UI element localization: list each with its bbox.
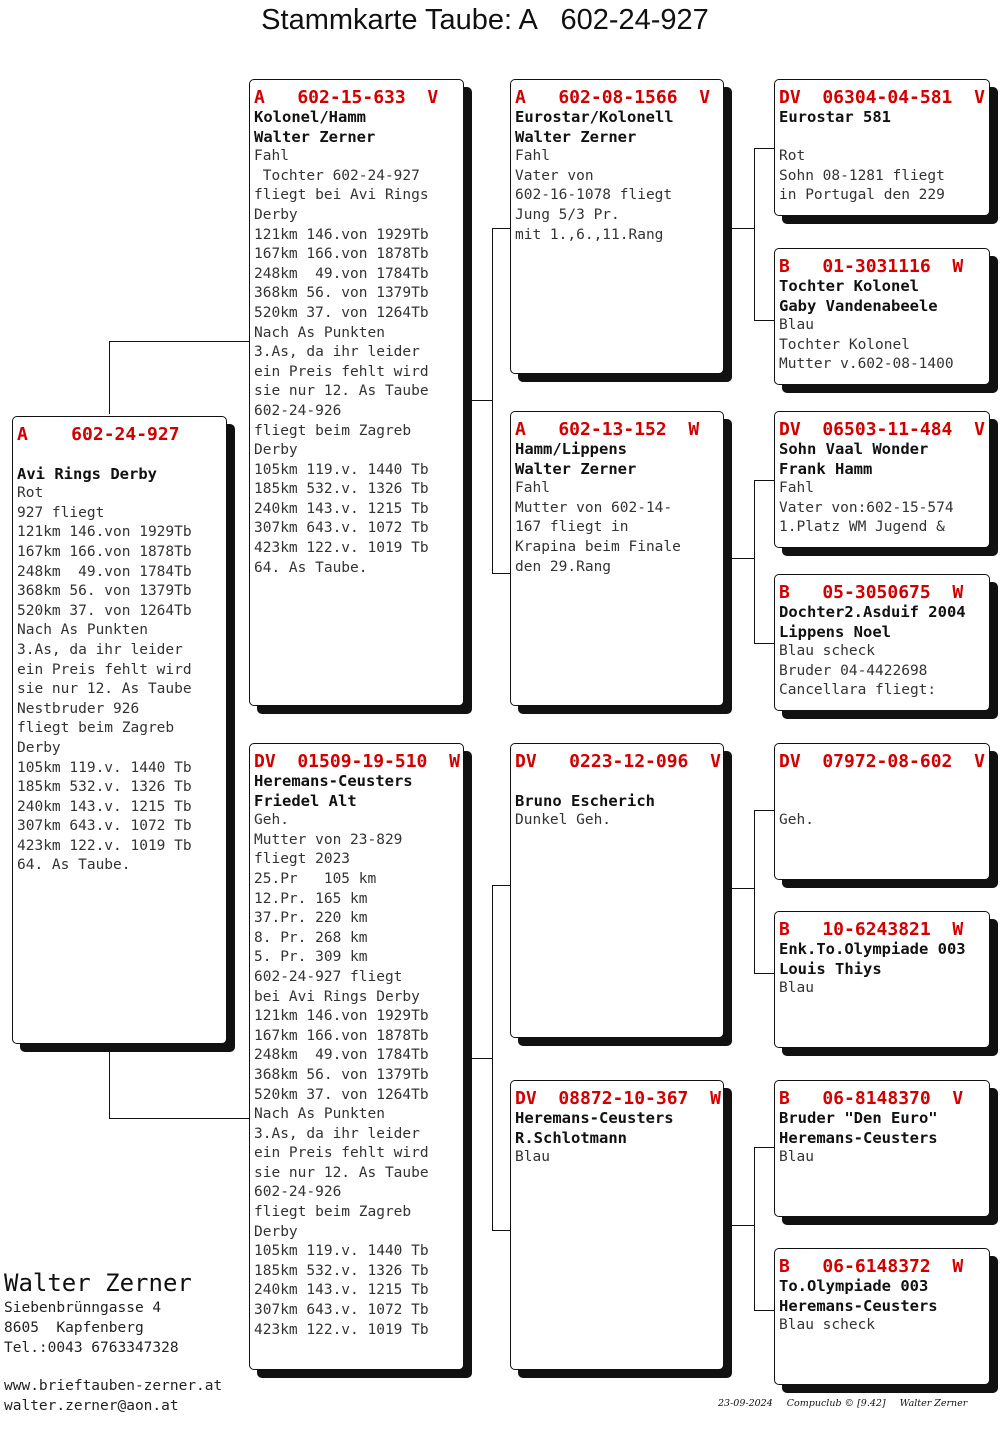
pigeon-detail-line: Blau (779, 1149, 814, 1166)
connector-line (109, 341, 250, 342)
connector-line (492, 885, 510, 886)
pigeon-detail-line: 3.As, da ihr leider (254, 1125, 420, 1142)
pigeon-breeder: Frank Hamm (779, 459, 873, 478)
pigeon-detail-line: ein Preis fehlt wird (254, 363, 429, 380)
pigeon-detail-line: 185km 532.v. 1326 Tb (17, 779, 192, 796)
pigeon-card-mother-mother[interactable] (510, 1080, 724, 1370)
pigeon-detail-line: Tochter Kolonel (779, 336, 910, 353)
pigeon-ring-number: B 06-6148372 W (779, 1256, 964, 1277)
pigeon-detail-line: Derby (254, 206, 298, 223)
pigeon-detail-line: 248km 49.von 1784Tb (254, 265, 429, 282)
pigeon-name: Dochter2.Asduif 2004 (779, 603, 966, 621)
pigeon-detail-line: 121km 146.von 1929Tb (254, 1008, 429, 1025)
pigeon-detail-line: Nach As Punkten (254, 1106, 385, 1123)
pigeon-detail-line: 307km 643.v. 1072 Tb (254, 1302, 429, 1319)
pigeon-detail-line: bei Avi Rings Derby (254, 988, 420, 1005)
pigeon-detail-line: Jung 5/3 Pr. (515, 206, 620, 223)
pigeon-detail-line: 602-24-927 fliegt (254, 968, 403, 985)
connector-line (754, 320, 774, 321)
pigeon-detail-line: sie nur 12. As Taube (254, 383, 429, 400)
pigeon-detail-line: 368km 56. von 1379Tb (254, 285, 429, 302)
pigeon-breeder: Gaby Vandenabeele (779, 296, 938, 315)
pigeon-card-fff[interactable] (774, 79, 990, 216)
pigeon-detail-line: sie nur 12. As Taube (254, 1164, 429, 1181)
pigeon-ring-number: DV 08872-10-367 W (515, 1088, 721, 1109)
breeder-street: Siebenbrünngasse 4 (4, 1300, 162, 1316)
pigeon-detail-line: Derby (254, 442, 298, 459)
pigeon-detail-line: 368km 56. von 1379Tb (17, 583, 192, 600)
pigeon-ring-number: A 602-24-927 (17, 424, 180, 445)
pigeon-detail-line: 3.As, da ihr leider (17, 641, 183, 658)
pigeon-detail-line: 602-24-926 (254, 1184, 342, 1201)
breeder-email-link[interactable]: walter.zerner@aon.at (4, 1398, 179, 1414)
connector-line (754, 810, 755, 973)
pigeon-detail-line: Fahl (515, 148, 550, 165)
pigeon-detail-line: Rot (17, 485, 44, 502)
pigeon-detail-line: Vater von:602-15-574 (779, 499, 954, 516)
connector-line (492, 885, 493, 1230)
pigeon-breeder: Lippens Noel (779, 622, 891, 641)
pigeon-detail-line: 423km 122.v. 1019 Tb (254, 540, 429, 557)
pigeon-detail-line: 64. As Taube. (17, 857, 131, 874)
pigeon-detail-line: 121km 146.von 1929Tb (254, 226, 429, 243)
pigeon-card-mmf[interactable] (774, 1080, 990, 1217)
breeder-website-link[interactable]: www.brieftauben-zerner.at (4, 1378, 223, 1394)
pigeon-detail-line: Blau (779, 317, 814, 334)
pigeon-detail-line: Mutter von 602-14- (515, 499, 673, 516)
connector-line (754, 480, 755, 643)
pigeon-name: Hamm/Lippens (515, 440, 627, 458)
footer-date: 23-09-2024 (718, 1398, 773, 1409)
pigeon-detail-line: Nach As Punkten (254, 324, 385, 341)
pigeon-card-father[interactable] (249, 79, 464, 706)
pigeon-name: Kolonel/Hamm (254, 108, 366, 126)
pigeon-detail-line: fliegt beim Zagreb (254, 422, 412, 439)
pigeon-ring-number: A 602-13-152 W (515, 419, 700, 440)
pigeon-name (17, 445, 222, 465)
connector-line (730, 558, 754, 559)
pigeon-detail-line: Vater von (515, 167, 594, 184)
pigeon-card-ffm[interactable] (774, 248, 990, 385)
pigeon-detail-line: Nestbruder 926 (17, 700, 140, 717)
pigeon-ring-number: DV 01509-19-510 W (254, 751, 460, 772)
pigeon-detail-line: 520km 37. von 1264Tb (254, 1086, 429, 1103)
connector-line (754, 810, 774, 811)
pigeon-detail-line: 307km 643.v. 1072 Tb (17, 818, 192, 835)
pigeon-detail-line: mit 1.,6.,11.Rang (515, 226, 664, 243)
pigeon-detail-line: 121km 146.von 1929Tb (17, 524, 192, 541)
pigeon-detail-line: 423km 122.v. 1019 Tb (254, 1321, 429, 1338)
connector-line (109, 1118, 250, 1119)
pigeon-ring-number: DV 07972-08-602 V (779, 751, 985, 772)
pigeon-detail-line: Derby (254, 1223, 298, 1240)
connector-line (492, 228, 493, 573)
page-title: Stammkarte Taube: A 602-24-927 (261, 4, 709, 36)
pigeon-detail-line: 248km 49.von 1784Tb (17, 563, 192, 580)
breeder-city: 8605 Kapfenberg (4, 1320, 144, 1336)
pigeon-ring-number: B 05-3050675 W (779, 582, 964, 603)
pigeon-detail-line: ein Preis fehlt wird (17, 661, 192, 678)
pigeon-ring-number: B 01-3031116 W (779, 256, 964, 277)
pigeon-detail-line: Blau (779, 980, 814, 997)
pigeon-card-father-mother[interactable] (510, 411, 724, 706)
pigeon-breeder: Heremans-Ceusters (779, 1128, 938, 1147)
footer-software: Compuclub © [9.42] (786, 1398, 886, 1409)
pigeon-detail-line: Rot (779, 148, 806, 165)
pigeon-card-mff[interactable] (774, 743, 990, 880)
pigeon-card-mother[interactable] (249, 743, 464, 1370)
pigeon-detail-line: 8. Pr. 268 km (254, 929, 368, 946)
pigeon-detail-line: 105km 119.v. 1440 Tb (17, 759, 192, 776)
pigeon-detail-line: Geh. (779, 812, 814, 829)
pigeon-detail-line (779, 772, 985, 792)
pigeon-card-father-father[interactable] (510, 79, 724, 374)
pigeon-detail-line (779, 128, 985, 148)
pigeon-name: Heremans-Ceusters (515, 1109, 674, 1127)
connector-line (470, 400, 492, 401)
pigeon-breeder: Walter Zerner (515, 127, 637, 146)
pigeon-card-mmm[interactable] (774, 1248, 990, 1385)
pigeon-detail-line: Derby (17, 739, 61, 756)
pigeon-detail-line: 240km 143.v. 1215 Tb (254, 500, 429, 517)
pigeon-detail-line: Sohn 08-1281 fliegt (779, 167, 945, 184)
pigeon-detail-line: 105km 119.v. 1440 Tb (254, 1243, 429, 1260)
connector-line (730, 228, 754, 229)
pigeon-ring-number: A 602-15-633 V (254, 87, 439, 108)
pigeon-detail-line: 167km 166.von 1878Tb (254, 246, 429, 263)
pigeon-detail-line: ein Preis fehlt wird (254, 1145, 429, 1162)
pigeon-card-main[interactable] (12, 416, 227, 1044)
pigeon-breeder: Avi Rings Derby (17, 464, 157, 483)
pigeon-detail-line: 240km 143.v. 1215 Tb (254, 1282, 429, 1299)
pigeon-detail-line: 5. Pr. 309 km (254, 949, 368, 966)
connector-line (730, 888, 754, 889)
pigeon-name: Sohn Vaal Wonder (779, 440, 929, 458)
connector-line (492, 1230, 510, 1231)
pigeon-detail-line (779, 792, 985, 812)
pigeon-detail-line: Fahl (779, 480, 814, 497)
pigeon-detail-line: 12.Pr. 165 km (254, 890, 368, 907)
pigeon-detail-line: 37.Pr. 220 km (254, 910, 368, 927)
pigeon-ring-number: B 10-6243821 W (779, 919, 964, 940)
pigeon-detail-line: Krapina beim Finale (515, 538, 681, 555)
pigeon-detail-line: 105km 119.v. 1440 Tb (254, 461, 429, 478)
pigeon-breeder: Walter Zerner (254, 127, 376, 146)
pigeon-name: Eurostar/Kolonell (515, 108, 674, 126)
breeder-name: Walter Zerner (4, 1269, 192, 1297)
pigeon-detail-line: Blau (515, 1149, 550, 1166)
pigeon-detail-line: 423km 122.v. 1019 Tb (17, 837, 192, 854)
connector-line (730, 1225, 754, 1226)
pigeon-detail-line: 64. As Taube. (254, 559, 368, 576)
pigeon-detail-line: Dunkel Geh. (515, 812, 612, 829)
pigeon-detail-line: 368km 56. von 1379Tb (254, 1066, 429, 1083)
pigeon-detail-line: Fahl (515, 480, 550, 497)
pigeon-detail-line: 167 fliegt in (515, 519, 629, 536)
connector-line (109, 1052, 110, 1118)
pigeon-name: Heremans-Ceusters (254, 772, 413, 790)
pigeon-name: Eurostar 581 (779, 108, 891, 126)
pigeon-name: Bruder "Den Euro" (779, 1109, 938, 1127)
connector-line (754, 1310, 774, 1311)
pigeon-detail-line: 927 fliegt (17, 504, 105, 521)
connector-line (109, 341, 110, 414)
pigeon-detail-line: Tochter 602-24-927 (254, 167, 420, 184)
connector-line (754, 643, 774, 644)
pigeon-card-mother-father[interactable] (510, 743, 724, 1038)
pigeon-detail-line: 602-16-1078 fliegt (515, 187, 673, 204)
pigeon-ring-number: B 06-8148370 V (779, 1088, 964, 1109)
pigeon-detail-line: 185km 532.v. 1326 Tb (254, 481, 429, 498)
footer-owner: Walter Zerner (899, 1398, 968, 1409)
pigeon-breeder: Louis Thiys (779, 959, 882, 978)
connector-line (754, 973, 774, 974)
connector-line (754, 1147, 774, 1148)
pigeon-name: Tochter Kolonel (779, 277, 919, 295)
breeder-phone: Tel.:0043 6763347328 (4, 1340, 179, 1356)
pigeon-detail-line: fliegt beim Zagreb (254, 1204, 412, 1221)
pigeon-detail-line: Cancellara fliegt: (779, 682, 937, 699)
pigeon-detail-line: in Portugal den 229 (779, 187, 945, 204)
connector-line (754, 1147, 755, 1310)
pigeon-detail-line: Blau scheck (779, 1317, 876, 1334)
pigeon-detail-line: 520km 37. von 1264Tb (17, 602, 192, 619)
connector-line (492, 228, 510, 229)
pigeon-detail-line: 3.As, da ihr leider (254, 344, 420, 361)
pigeon-detail-line: fliegt bei Avi Rings (254, 187, 429, 204)
pigeon-breeder: Friedel Alt (254, 791, 357, 810)
pigeon-ring-number: DV 06304-04-581 V (779, 87, 985, 108)
pigeon-detail-line: Fahl (254, 148, 289, 165)
pigeon-ring-number: DV 06503-11-484 V (779, 419, 985, 440)
pigeon-detail-line: Bruder 04-4422698 (779, 662, 928, 679)
pigeon-detail-line: 240km 143.v. 1215 Tb (17, 798, 192, 815)
pigeon-detail-line: Mutter v.602-08-1400 (779, 356, 954, 373)
connector-line (754, 480, 774, 481)
pigeon-detail-line: Blau scheck (779, 643, 876, 660)
connector-line (754, 148, 755, 320)
pigeon-breeder: Bruno Escherich (515, 791, 655, 810)
connector-line (470, 1058, 492, 1059)
pigeon-detail-line: 185km 532.v. 1326 Tb (254, 1262, 429, 1279)
pigeon-detail-line: den 29.Rang (515, 558, 612, 575)
pigeon-detail-line: 520km 37. von 1264Tb (254, 304, 429, 321)
pigeon-detail-line: 25.Pr 105 km (254, 870, 377, 887)
pigeon-detail-line: 248km 49.von 1784Tb (254, 1047, 429, 1064)
pigeon-detail-line: Nach As Punkten (17, 622, 148, 639)
pigeon-detail-line: 602-24-926 (254, 402, 342, 419)
pigeon-name: To.Olympiade 003 (779, 1277, 929, 1295)
pigeon-ring-number: A 602-08-1566 V (515, 87, 711, 108)
connector-line (754, 148, 774, 149)
pigeon-card-fmf[interactable] (774, 411, 990, 548)
pigeon-detail-line: 167km 166.von 1878Tb (254, 1027, 429, 1044)
pigeon-detail-line: fliegt beim Zagreb (17, 720, 175, 737)
breeder-info (4, 1268, 222, 1416)
footer (718, 1398, 1000, 1409)
pigeon-card-fmm[interactable] (774, 574, 990, 711)
pigeon-name: Enk.To.Olympiade 003 (779, 940, 966, 958)
pigeon-detail-line: 167km 166.von 1878Tb (17, 543, 192, 560)
pigeon-card-mfm[interactable] (774, 911, 990, 1048)
pigeon-breeder: Heremans-Ceusters (779, 1296, 938, 1315)
pigeon-breeder: Walter Zerner (515, 459, 637, 478)
connector-line (492, 573, 510, 574)
pigeon-ring-number: DV 0223-12-096 V (515, 751, 721, 772)
pigeon-detail-line: Mutter von 23-829 (254, 831, 403, 848)
pigeon-breeder: R.Schlotmann (515, 1128, 627, 1147)
pigeon-detail-line: 1.Platz WM Jugend & (779, 519, 945, 536)
pigeon-detail-line: 307km 643.v. 1072 Tb (254, 520, 429, 537)
pigeon-detail-line: fliegt 2023 (254, 851, 351, 868)
pigeon-detail-line: Geh. (254, 812, 289, 829)
pigeon-name (515, 772, 719, 792)
pigeon-detail-line: sie nur 12. As Taube (17, 681, 192, 698)
